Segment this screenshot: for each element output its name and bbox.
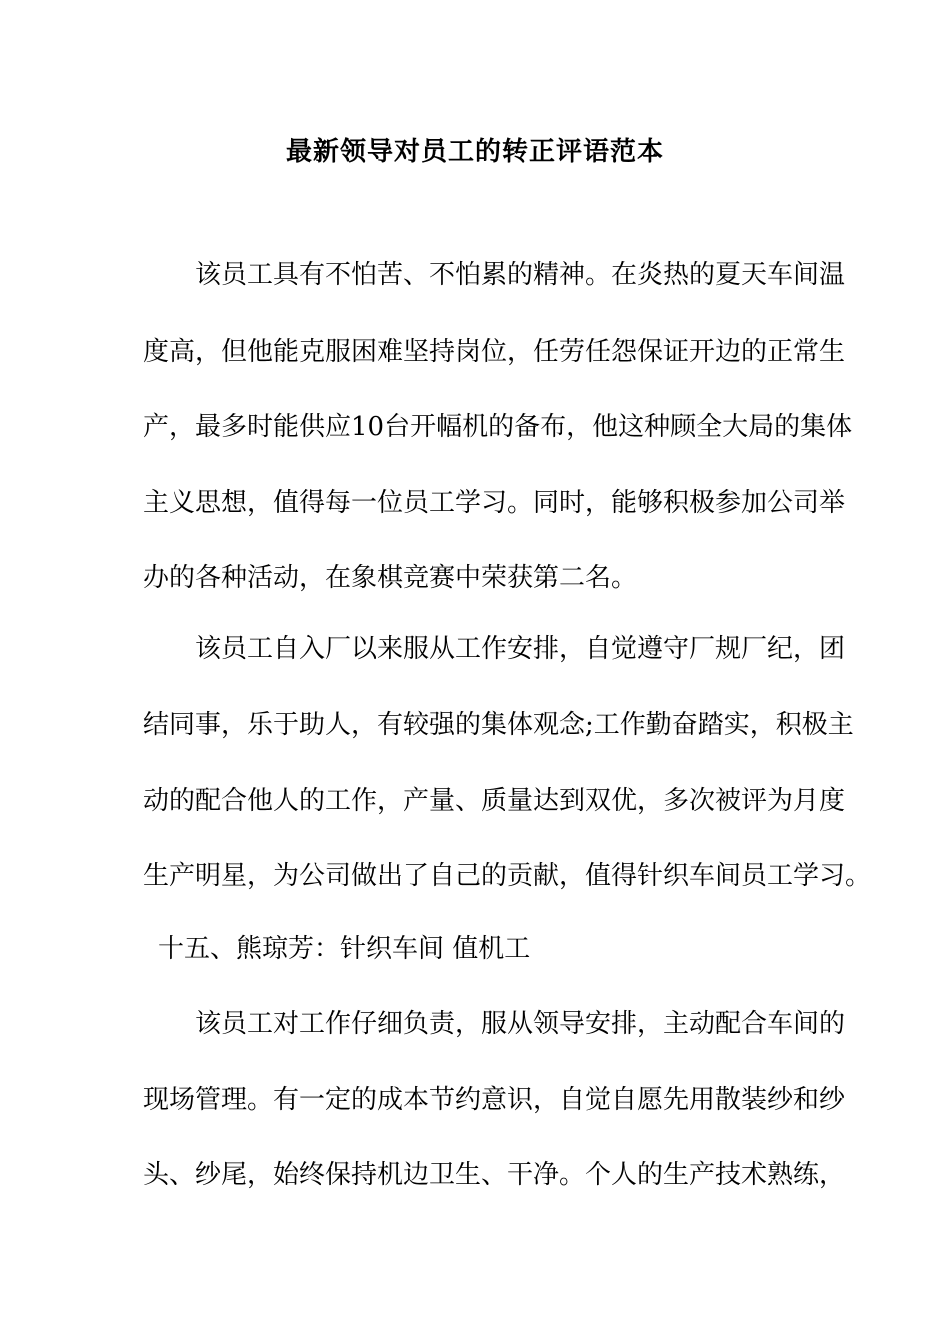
paragraph-1-line-2: 度高，但他能克服困难坚持岗位，任劳任怨保证开边的正常生 <box>143 337 846 367</box>
paragraph-2-line-1: 该员工自入厂以来服从工作安排，自觉遵守厂规厂纪，团 <box>195 634 846 664</box>
document-title: 最新领导对员工的转正评语范本 <box>285 137 664 167</box>
paragraph-2-line-4: 生产明星，为公司做出了自己的贡献，值得针织车间员工学习。 <box>143 861 872 891</box>
paragraph-1-line-1: 该员工具有不怕苦、不怕累的精神。在炎热的夏天车间温 <box>195 260 846 290</box>
paragraph-3-line-3: 头、纱尾，始终保持机边卫生、干净。个人的生产技术熟练， <box>143 1160 846 1190</box>
paragraph-1-line-3: 产，最多时能供应10台开幅机的备布，他这种顾全大局的集体 <box>143 412 853 442</box>
paragraph-3-line-2: 现场管理。有一定的成本节约意识，自觉自愿先用散装纱和纱 <box>143 1085 846 1115</box>
paragraph-1-line-4: 主义思想，值得每一位员工学习。同时，能够积极参加公司举 <box>143 488 846 518</box>
paragraph-2-line-3: 动的配合他人的工作，产量、质量达到双优，多次被评为月度 <box>143 786 846 816</box>
paragraph-3-line-1: 该员工对工作仔细负责，服从领导安排，主动配合车间的 <box>195 1009 846 1039</box>
paragraph-2-line-2: 结同事，乐于助人，有较强的集体观念;工作勤奋踏实，积极主 <box>143 710 854 740</box>
section-heading: 十五、熊琼芳：针织车间 值机工 <box>158 934 531 964</box>
paragraph-1-line-5: 办的各种活动，在象棋竞赛中荣获第二名。 <box>143 563 638 593</box>
